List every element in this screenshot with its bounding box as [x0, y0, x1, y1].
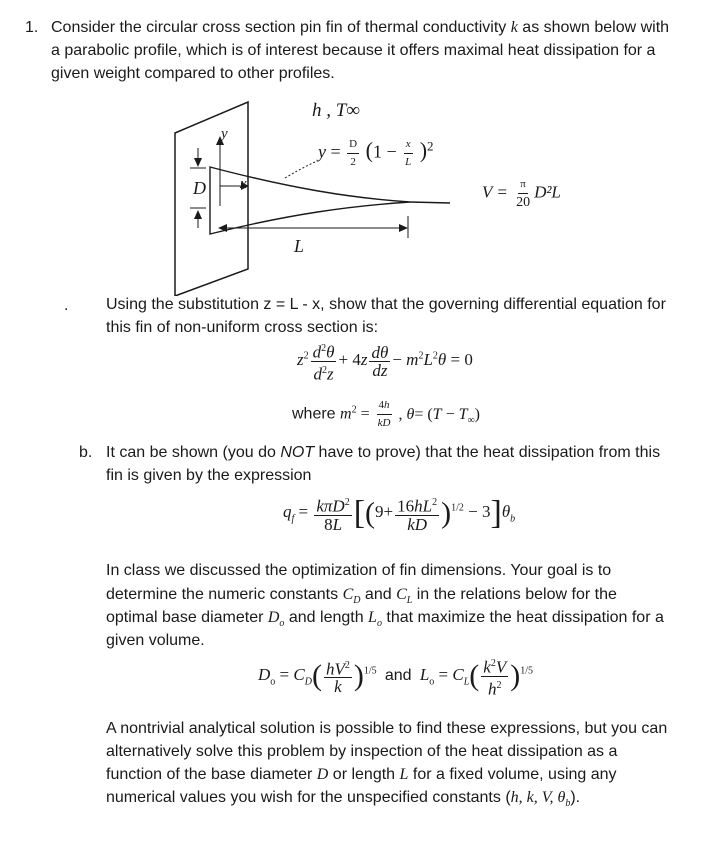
profile-equation: y = $\frac{D}{2}$ (1 − $\frac{x}{L}$ )$^2$	[318, 137, 434, 168]
d-dim-bottom-arrow	[194, 210, 202, 219]
where-definition: where $m^2$ = $\frac{4h}{kD}$ , $\theta= (T - T_\infty)$	[292, 399, 480, 429]
para2-line-4: given volume.	[106, 632, 205, 649]
h-tinf-label: h , T∞	[312, 100, 360, 121]
intro-text: Consider the circular cross section pin fin of thermal conductivity	[51, 19, 511, 36]
l-label: L	[294, 236, 305, 256]
l-dim-right-arrow	[399, 224, 408, 232]
volume-rhs: D²L	[534, 182, 561, 202]
optimal-relations: $D_o = C_D$( $\frac{hV^2}{k}$ )$^{1/5}$ and $L_o = C_L$( $\frac{k^2V}{h^2}$ )$^{1/5}$	[258, 655, 533, 697]
x-axis-label: x	[240, 176, 247, 192]
intro-line-2: a parabolic profile, which is of interest because it offers maximal heat dissipation for a	[51, 42, 656, 59]
part-b-line-1: It can be shown (you do NOT have to prove) that the heat dissipation from this	[106, 444, 661, 461]
volume-den: 20	[516, 195, 531, 210]
profile-leader	[285, 162, 315, 178]
and-word: and	[384, 667, 412, 685]
intro-line-1	[51, 17, 711, 39]
para3-line-4: numerical values you wish for the unspecified constants (h, k, V, $\theta_b$).	[106, 789, 581, 810]
volume-lhs: V =	[482, 182, 513, 202]
volume-equation	[482, 176, 561, 211]
problem-number: 1.	[25, 19, 39, 36]
part-b-line-2: fin is given by the expression	[106, 467, 312, 484]
part-a-line-1: Using the substitution z = L - x, show that the governing differential equation for	[106, 296, 666, 313]
part-b-label: b.	[79, 444, 93, 461]
wall-shape	[175, 102, 248, 296]
d-dim-top-arrow	[194, 158, 202, 167]
part-a-bullet: .	[64, 297, 69, 314]
para2-line-3: optimal base diameter $D_o$ and length $L_o$ that maximize the heat dissipation for a	[106, 609, 664, 630]
para2-line-1: In class we discussed the optimization of fin dimensions. Your goal is to	[106, 562, 612, 579]
governing-ode: $z^2$ $\frac{d^2\theta}{d^2z}$ + 4z $\frac{d\theta}{dz}$ − $m^2L^2\theta = 0$	[297, 340, 473, 382]
heat-dissipation-eq: $q_f$ = $\frac{k\pi D^2}{8L}$ [(9+ $\frac{16hL^2}{kD}$ )$^{1/2} - 3]\theta_b$	[283, 494, 516, 534]
part-a-line-2: this fin of non-uniform cross section is:	[106, 319, 379, 336]
para3-line-3: function of the base diameter D or length L for a fixed volume, using any	[106, 766, 617, 783]
d-label: D	[193, 178, 206, 198]
intro-text-end: as shown below with	[517, 19, 670, 36]
y-axis-label: y	[221, 126, 228, 142]
fin-tip	[410, 202, 450, 203]
para3-line-2: alternatively solve this problem by inspection of the heat dissipation as a	[106, 743, 618, 760]
para2-line-2: determine the numeric constants $C_D$ and $C_L$ in the relations below for the	[106, 586, 617, 607]
para3-line-1: A nontrivial analytical solution is possible to find these expressions, but you can	[106, 720, 668, 737]
intro-k-symbol: k	[510, 19, 518, 36]
volume-pi: π	[518, 176, 528, 194]
intro-line-3: given weight compared to other profiles.	[51, 65, 335, 82]
